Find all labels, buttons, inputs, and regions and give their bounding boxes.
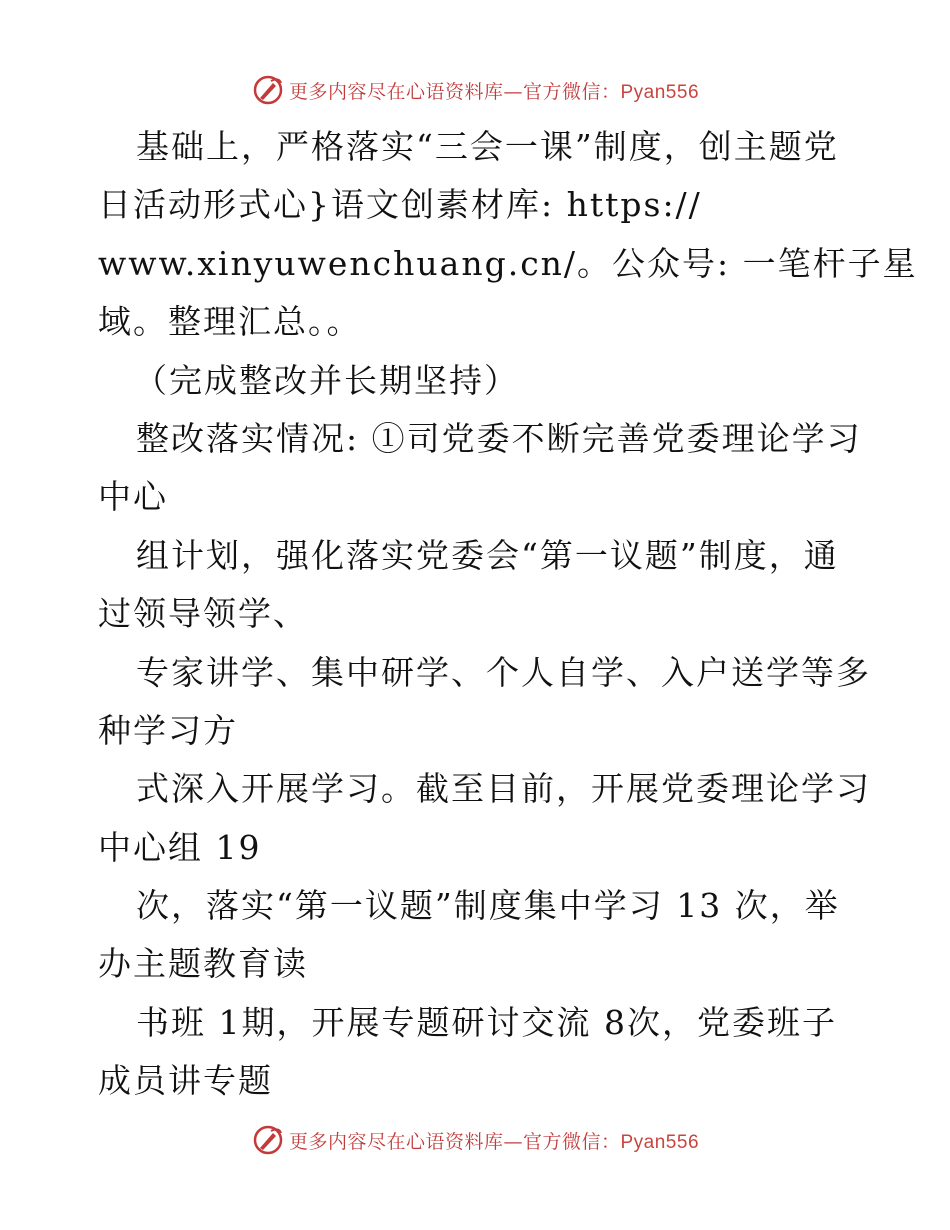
- watermark-text: [289, 1127, 699, 1154]
- watermark-label: 更多内容尽在心语资料库—官方微信：: [288, 1130, 621, 1153]
- body-line: 日活动形式心}语文创素材库: https://: [98, 185, 702, 225]
- body-line: 整改落实情况: ①司党委不断完善党委理论学习: [136, 418, 862, 458]
- body-line: 次，落实“第一议题”制度集中学习 13 次，举: [136, 886, 840, 926]
- pen-logo-icon: [251, 1123, 285, 1157]
- body-line: 种学习方: [98, 710, 238, 750]
- footer-watermark: [0, 1120, 950, 1160]
- body-line: 书班 1期，开展专题研讨交流 8次，党委班子: [136, 1002, 837, 1042]
- document-body: [98, 118, 918, 1111]
- body-line: 式深入开展学习。截至目前，开展党委理论学习: [136, 769, 871, 809]
- watermark-text: [289, 77, 699, 104]
- body-line: www.xinyuwenchuang.cn/。公众号: 一笔杆子星: [98, 243, 918, 283]
- body-line: 办主题教育读: [98, 944, 308, 984]
- body-line: 中心组 19: [98, 827, 262, 867]
- body-line: 域。整理汇总。。: [98, 302, 362, 342]
- body-line: （完成整改并长期坚持）: [134, 360, 519, 400]
- watermark-wechat-id: Pyan556: [620, 1131, 700, 1153]
- body-line: 成员讲专题: [98, 1061, 273, 1101]
- watermark-label: 更多内容尽在心语资料库—官方微信：: [288, 80, 621, 103]
- body-line: 过领导领学、: [98, 594, 308, 634]
- body-line: 基础上，严格落实“三会一课”制度，创主题党: [136, 127, 839, 166]
- body-line: 中心: [98, 477, 168, 517]
- body-line: 专家讲学、集中研学、个人自学、入户送学等多: [136, 652, 871, 692]
- watermark-wechat-id: Pyan556: [620, 81, 700, 103]
- header-watermark: [0, 70, 950, 110]
- pen-logo-icon: [251, 73, 285, 107]
- body-line: 组计划，强化落实党委会“第一议题”制度，通: [136, 535, 839, 575]
